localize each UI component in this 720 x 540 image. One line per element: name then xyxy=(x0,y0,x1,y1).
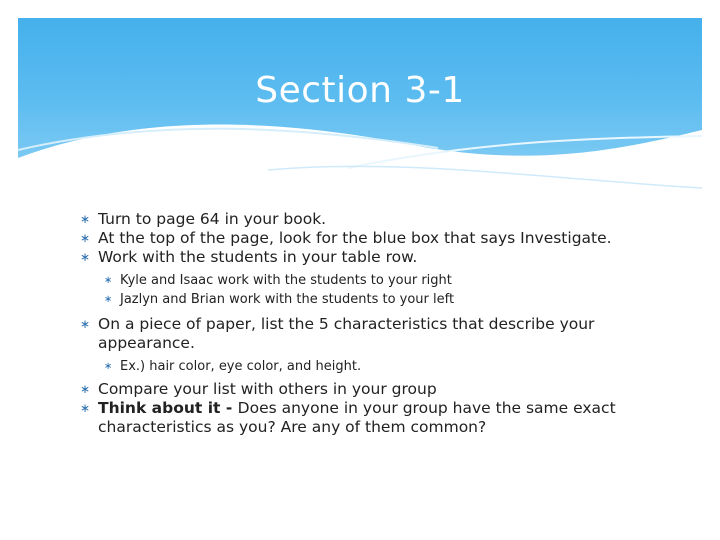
asterisk-bullet-icon: ∗ xyxy=(80,212,91,226)
asterisk-bullet-icon: ∗ xyxy=(80,250,91,264)
asterisk-bullet-icon: ∗ xyxy=(80,231,91,245)
asterisk-bullet-icon: ∗ xyxy=(104,361,113,372)
bold-lead-text: Think about it - xyxy=(98,399,238,417)
sub-bullet-item: ∗ Kyle and Isaac work with the students to your right xyxy=(104,273,452,288)
bullet-item: ∗ Work with the students in your table row. xyxy=(80,248,418,266)
sub-bullet-item: ∗ Jazlyn and Brian work with the students to your left xyxy=(104,292,455,307)
asterisk-bullet-icon: ∗ xyxy=(104,275,113,286)
title-banner xyxy=(18,18,702,198)
asterisk-bullet-icon: ∗ xyxy=(104,294,113,305)
bullet-item: ∗ Think about it - Does anyone in your group have the same exact characteristics as you? Are any of them common? xyxy=(80,399,616,436)
sub-bullet-item: ∗ Ex.) hair color, eye color, and height. xyxy=(104,359,362,374)
bullet-item: ∗ On a piece of paper, list the 5 characteristics that describe your appearance. xyxy=(80,315,595,352)
bullet-list xyxy=(80,210,680,437)
bullet-item: ∗ Compare your list with others in your group xyxy=(80,380,437,398)
slide-title: Section 3-1 xyxy=(255,70,465,111)
asterisk-bullet-icon: ∗ xyxy=(80,401,91,415)
bullet-item: ∗ Turn to page 64 in your book. xyxy=(80,210,327,228)
bullet-item: ∗ At the top of the page, look for the blue box that says Investigate. xyxy=(80,229,612,247)
asterisk-bullet-icon: ∗ xyxy=(80,382,91,396)
asterisk-bullet-icon: ∗ xyxy=(80,317,91,331)
